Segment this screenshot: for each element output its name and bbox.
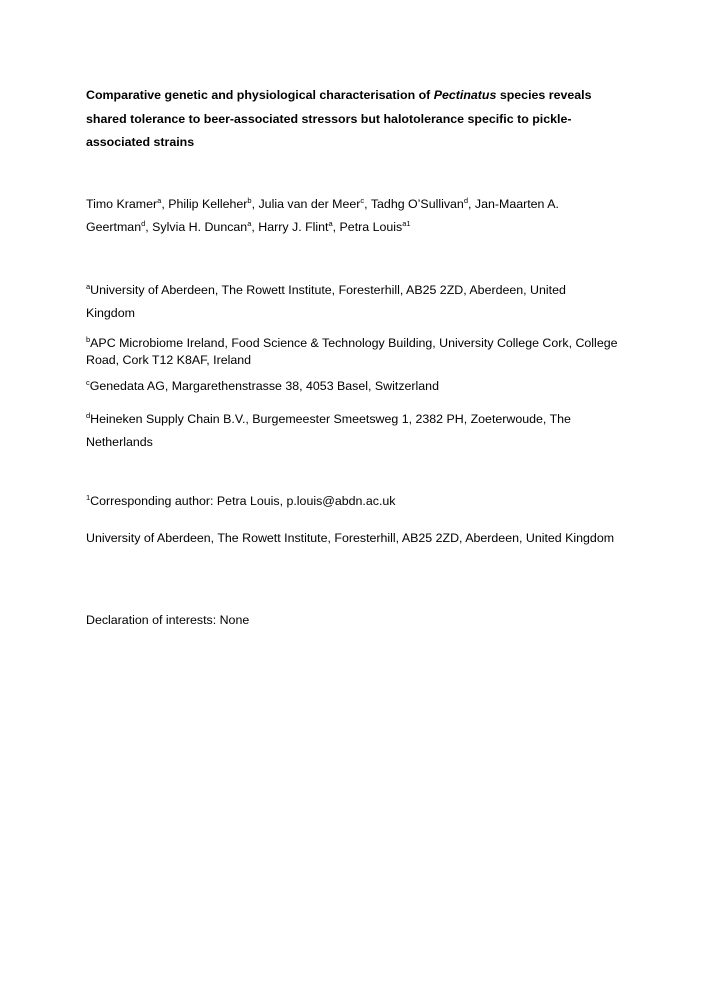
affiliation-mark: a <box>86 282 91 291</box>
affiliation-d <box>86 408 618 454</box>
author <box>86 197 168 211</box>
author-name: Timo Kramer <box>86 197 158 211</box>
corresponding-address: University of Aberdeen, The Rowett Institute, Foresterhill, AB25 2ZD, Aberdeen, United Kingdom <box>86 531 615 545</box>
author-separator: , <box>251 197 259 211</box>
author <box>371 197 475 211</box>
author-affiliation-mark: d <box>141 219 146 228</box>
author-separator: , <box>364 197 371 211</box>
author-affiliation-mark: a1 <box>402 219 411 228</box>
author-affiliation-mark: b <box>247 196 252 205</box>
author-list <box>86 193 618 239</box>
title-part-1: Comparative genetic and physiological characterisation of <box>86 88 434 102</box>
author-affiliation-mark: c <box>360 196 365 205</box>
author-affiliation-mark: a <box>328 219 333 228</box>
affiliation-a <box>86 279 618 325</box>
author <box>258 197 370 211</box>
corresponding-author <box>86 494 618 508</box>
affiliation-b <box>86 335 618 368</box>
affiliation-text: Heineken Supply Chain B.V., Burgemeester Smeetsweg 1, 2382 PH, Zoeterwoude, The Netherlands <box>86 412 571 449</box>
author-name: Sylvia H. Duncan <box>152 220 248 234</box>
author <box>340 220 411 234</box>
title-part-2: species reveals shared tolerance to beer-associated stressors but halotolerance specific to pickle-associated strains <box>86 88 592 149</box>
corresponding-mark: 1 <box>86 493 91 502</box>
author-name: Tadhg O’Sullivan <box>370 197 464 211</box>
author-separator: , <box>161 197 169 211</box>
affiliation-text: APC Microbiome Ireland, Food Science & Technology Building, University College Cork, College Road, Cork T12 K8AF, Ireland <box>86 336 618 367</box>
affiliation-mark: d <box>86 411 91 420</box>
declaration-of-interests: Declaration of interests: None <box>86 613 250 627</box>
author-name: Philip Kelleher <box>168 197 248 211</box>
author-affiliation-mark: d <box>463 196 468 205</box>
author-affiliation-mark: a <box>157 196 162 205</box>
author-affiliation-mark: a <box>247 219 252 228</box>
affiliation-text: Genedata AG, Margarethenstrasse 38, 4053 Basel, Switzerland <box>89 379 439 393</box>
author <box>168 197 258 211</box>
author-separator: , <box>332 220 340 234</box>
affiliation-mark: c <box>86 378 90 387</box>
author-name: Petra Louis <box>339 220 403 234</box>
title-genus: Pectinatus <box>433 88 497 102</box>
author-separator: , <box>251 220 259 234</box>
author-separator: , <box>468 197 475 211</box>
author-separator: , <box>145 220 153 234</box>
affiliation-c <box>86 375 618 398</box>
author-name: Harry J. Flint <box>258 220 329 234</box>
author-name: Jan-Maarten A. Geertman <box>86 197 559 234</box>
author <box>258 220 339 234</box>
affiliation-mark: b <box>86 335 91 344</box>
author-name: Julia van der Meer <box>258 197 361 211</box>
paper-title <box>86 84 618 155</box>
corresponding-text: Corresponding author: Petra Louis, p.louis@abdn.ac.uk <box>90 494 396 508</box>
affiliation-text: University of Aberdeen, The Rowett Institute, Foresterhill, AB25 2ZD, Aberdeen, United Kingdom <box>86 283 566 320</box>
author <box>152 220 258 234</box>
